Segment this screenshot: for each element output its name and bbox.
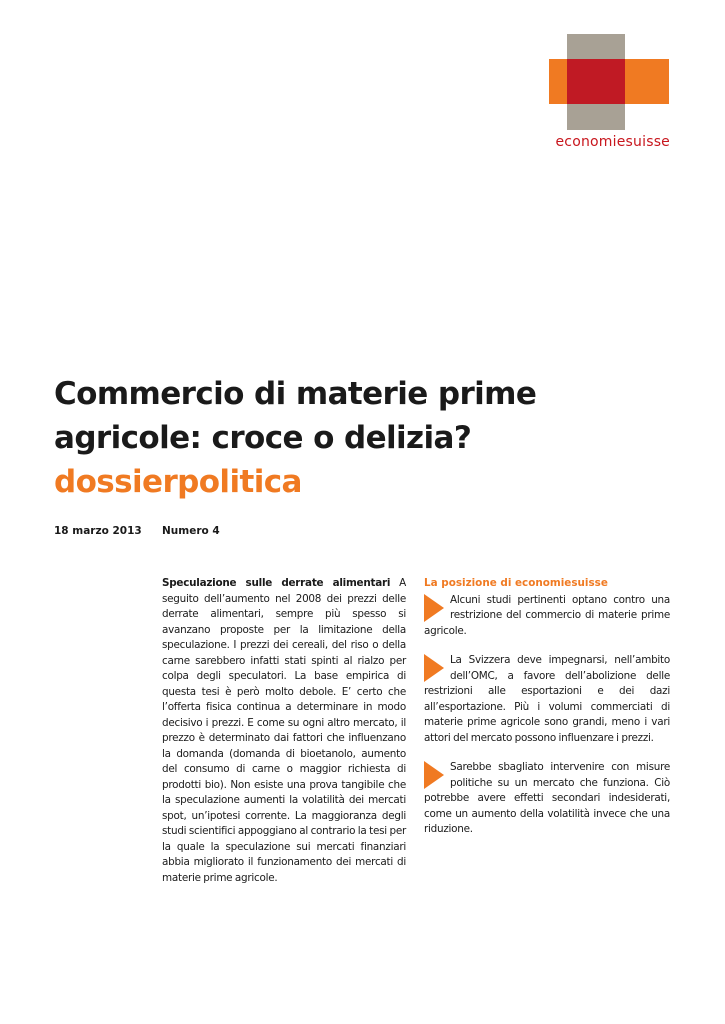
summary-paragraph — [162, 576, 406, 886]
summary-lead: Speculazione sulle derrate alimentari — [162, 577, 391, 589]
position-point-text: La Svizzera deve impegnarsi, nell’ambito dell’OMC, a favore dell’abolizione delle restrizioni alle esportazioni e dei dazi all’esportazione. Più i volumi commerciati di materie prime agricole sono grandi, meno i vari attori del mercato possono influenzare i prezzi. — [424, 654, 670, 744]
position-point — [424, 653, 670, 746]
logo-red-block — [567, 59, 625, 104]
issue-number: Numero 4 — [162, 525, 220, 537]
position-point — [424, 760, 670, 838]
title-line-1: Commercio di materie prime — [54, 376, 537, 412]
position-point-text: Sarebbe sbagliato intervenire con misure politiche su un mercato che funziona. Ciò potrebbe avere effetti secondari indesiderati, come un aumento della volatilità invece che una riduzione. — [424, 761, 670, 835]
orange-arrow-icon — [424, 761, 444, 789]
title-line-2: agricole: croce o delizia? — [54, 420, 472, 456]
position-point-text: Alcuni studi pertinenti optano contro una restrizione del commercio di materie prime agricole. — [424, 593, 670, 637]
orange-arrow-icon — [424, 594, 444, 622]
logo-gray-top-block — [567, 34, 625, 59]
orange-arrow-icon — [424, 654, 444, 682]
page-title — [54, 372, 654, 504]
series-name: dossierpolitica — [54, 464, 302, 500]
brand-wordmark: economiesuisse — [555, 134, 670, 150]
summary-text: A seguito dell’aumento nel 2008 dei prezzi delle derrate alimentari, sempre più spesso si avanzano proposte per la limitazione della speculazione. I prezzi dei cereali, del riso o della carne sarebbero infatti stati spinti al rialzo per colpa degli speculatori. La base empirica di questa tesi è però molto debole. E’ certo che l’offerta fisica continua a determinare in modo decisivo i prezzi. E come su ogni altro mercato, il prezzo è determinato dai fattori che influenzano la domanda (domanda di bioetanolo, aumento del consumo di carne o maggior richiesta di prodotti bio). Non esiste una prova tangibile che la speculazione aumenti la volatilità dei mercati spot, un’ipotesi corrente. La maggioranza degli studi scientifici appoggiano al contrario la tesi per la quale la speculazione sui mercati finanziari abbia migliorato il funzionamento dei mercati di materie prime agricole. — [162, 577, 406, 884]
economiesuisse-logo-mark — [549, 34, 669, 130]
logo-gray-bottom-block — [567, 104, 625, 130]
position-title: La posizione di economiesuisse — [424, 577, 608, 589]
publication-date: 18 marzo 2013 — [54, 525, 142, 537]
position-point — [424, 593, 670, 640]
position-box — [424, 576, 670, 838]
